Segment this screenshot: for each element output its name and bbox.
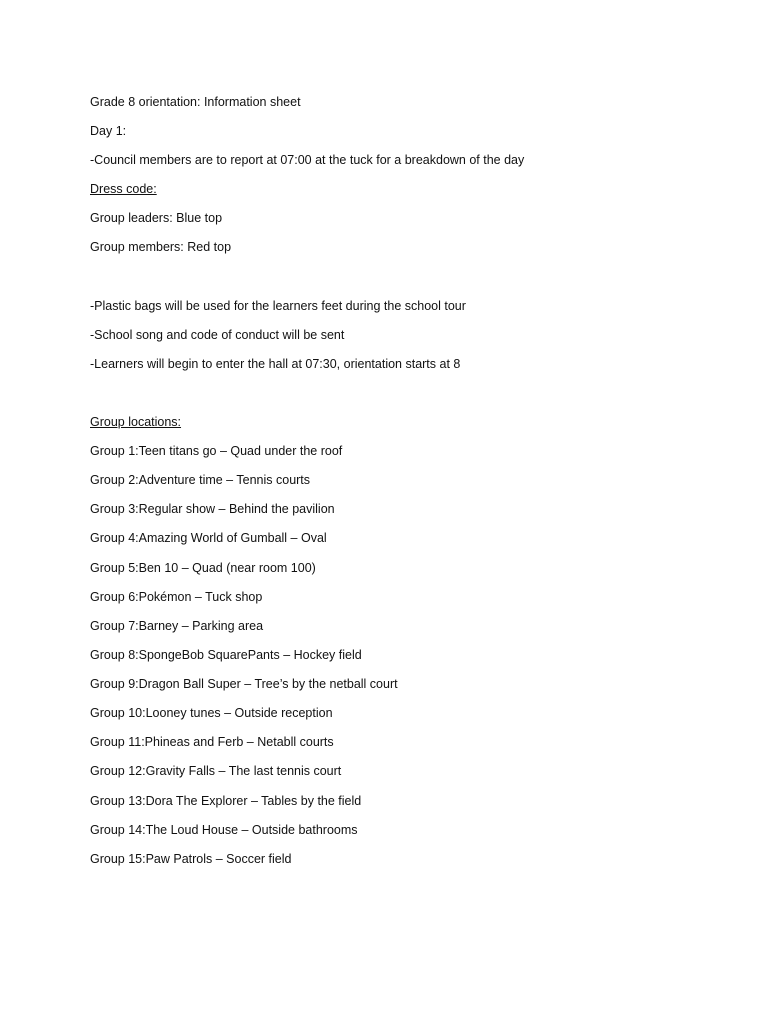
group-locations-heading: Group locations: — [90, 415, 182, 429]
dress-code-members: Group members: Red top — [90, 240, 232, 254]
note-item: -Plastic bags will be used for the learners feet during the school tour — [90, 299, 466, 313]
group-location-item: Group 7:Barney – Parking area — [90, 619, 264, 633]
note-item: -Learners will begin to enter the hall at 07:30, orientation starts at 8 — [90, 357, 461, 371]
group-location-item: Group 5:Ben 10 – Quad (near room 100) — [90, 561, 316, 575]
note-item: -School song and code of conduct will be sent — [90, 328, 345, 342]
group-location-item: Group 3:Regular show – Behind the pavilion — [90, 502, 335, 516]
group-location-item: Group 1:Teen titans go – Quad under the roof — [90, 444, 343, 458]
group-location-item: Group 9:Dragon Ball Super – Tree’s by the netball court — [90, 677, 398, 691]
council-note: -Council members are to report at 07:00 at the tuck for a breakdown of the day — [90, 153, 525, 167]
group-location-item: Group 8:SpongeBob SquarePants – Hockey field — [90, 648, 362, 662]
group-location-item: Group 10:Looney tunes – Outside reception — [90, 706, 333, 720]
group-location-item: Group 15:Paw Patrols – Soccer field — [90, 852, 292, 866]
group-location-item: Group 6:Pokémon – Tuck shop — [90, 590, 263, 604]
day-label: Day 1: — [90, 124, 127, 138]
group-location-item: Group 2:Adventure time – Tennis courts — [90, 473, 311, 487]
dress-code-heading: Dress code: — [90, 182, 157, 196]
dress-code-leaders: Group leaders: Blue top — [90, 211, 223, 225]
group-location-item: Group 13:Dora The Explorer – Tables by the field — [90, 794, 362, 808]
document-title: Grade 8 orientation: Information sheet — [90, 95, 301, 109]
group-location-item: Group 14:The Loud House – Outside bathrooms — [90, 823, 358, 837]
group-location-item: Group 12:Gravity Falls – The last tennis court — [90, 764, 342, 778]
group-location-item: Group 11:Phineas and Ferb – Netabll courts — [90, 735, 334, 749]
group-location-item: Group 4:Amazing World of Gumball – Oval — [90, 531, 327, 545]
